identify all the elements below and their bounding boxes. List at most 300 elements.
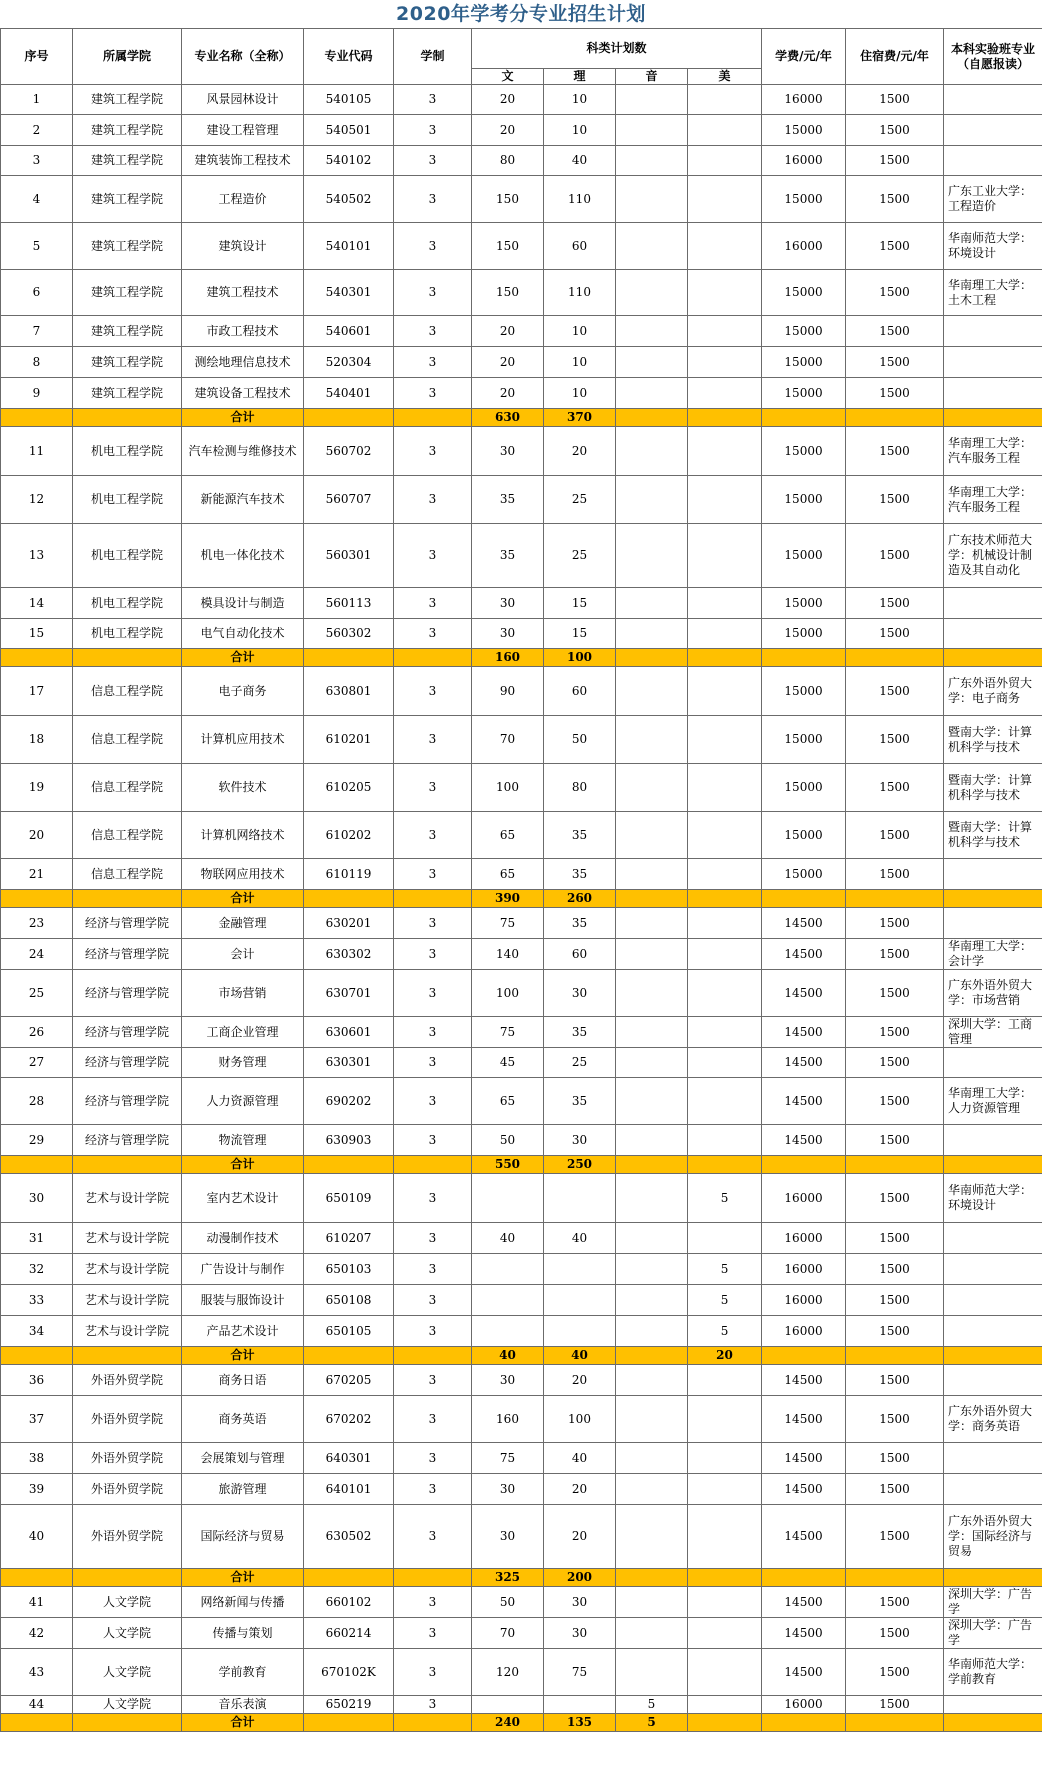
cell-wen: 20	[472, 347, 544, 378]
cell-yin	[616, 270, 688, 316]
cell-dorm: 1500	[846, 1618, 944, 1649]
cell-dorm: 1500	[846, 1316, 944, 1347]
cell-years: 3	[394, 812, 472, 859]
cell-major: 商务英语	[182, 1396, 304, 1443]
cell-yin	[616, 939, 688, 970]
total-label: 合计	[182, 890, 304, 908]
cell-years: 3	[394, 1078, 472, 1125]
cell-li: 35	[544, 1078, 616, 1125]
cell-years: 3	[394, 1587, 472, 1618]
total-empty-cell	[73, 1569, 182, 1587]
total-label: 合计	[182, 1714, 304, 1732]
cell-dorm: 1500	[846, 270, 944, 316]
cell-yin	[616, 970, 688, 1017]
cell-wen	[472, 1254, 544, 1285]
total-yin	[616, 1347, 688, 1365]
cell-mei: 5	[688, 1174, 762, 1223]
cell-college: 建筑工程学院	[73, 176, 182, 223]
cell-code: 640101	[304, 1474, 394, 1505]
cell-college: 建筑工程学院	[73, 378, 182, 409]
cell-seq: 27	[1, 1048, 73, 1078]
cell-code: 650109	[304, 1174, 394, 1223]
cell-seq: 20	[1, 812, 73, 859]
table-row	[1, 1125, 1042, 1156]
cell-college: 经济与管理学院	[73, 1017, 182, 1048]
cell-college: 信息工程学院	[73, 859, 182, 890]
cell-mei	[688, 316, 762, 347]
cell-major: 人力资源管理	[182, 1078, 304, 1125]
cell-tuition: 15000	[762, 716, 846, 764]
cell-mei	[688, 939, 762, 970]
cell-wen: 20	[472, 85, 544, 115]
cell-years: 3	[394, 115, 472, 146]
cell-major: 会展策划与管理	[182, 1443, 304, 1474]
cell-college: 外语外贸学院	[73, 1474, 182, 1505]
cell-years: 3	[394, 1254, 472, 1285]
cell-college: 机电工程学院	[73, 619, 182, 649]
cell-li	[544, 1285, 616, 1316]
cell-seq: 24	[1, 939, 73, 970]
cell-dorm: 1500	[846, 378, 944, 409]
cell-mei	[688, 146, 762, 176]
cell-wen	[472, 1316, 544, 1347]
cell-tuition: 14500	[762, 1505, 846, 1569]
cell-major: 市场营销	[182, 970, 304, 1017]
cell-yin	[616, 667, 688, 716]
cell-dorm: 1500	[846, 1396, 944, 1443]
cell-college: 建筑工程学院	[73, 270, 182, 316]
cell-major: 物流管理	[182, 1125, 304, 1156]
total-yin	[616, 1156, 688, 1174]
cell-yin	[616, 223, 688, 270]
total-empty-cell	[304, 890, 394, 908]
cell-college: 经济与管理学院	[73, 970, 182, 1017]
cell-li: 25	[544, 524, 616, 588]
cell-note	[944, 316, 1042, 347]
cell-yin	[616, 1078, 688, 1125]
table-row	[1, 223, 1042, 270]
cell-mei	[688, 524, 762, 588]
total-empty-cell	[394, 1714, 472, 1732]
cell-major: 金融管理	[182, 908, 304, 939]
cell-dorm: 1500	[846, 859, 944, 890]
cell-li: 50	[544, 716, 616, 764]
cell-li: 35	[544, 859, 616, 890]
cell-code: 540401	[304, 378, 394, 409]
cell-tuition: 15000	[762, 270, 846, 316]
cell-tuition: 15000	[762, 764, 846, 812]
total-empty-cell	[846, 1347, 944, 1365]
cell-dorm: 1500	[846, 316, 944, 347]
cell-major: 国际经济与贸易	[182, 1505, 304, 1569]
total-label: 合计	[182, 649, 304, 667]
cell-seq: 18	[1, 716, 73, 764]
cell-tuition: 15000	[762, 859, 846, 890]
cell-yin	[616, 588, 688, 619]
cell-major: 风景园林设计	[182, 85, 304, 115]
cell-note	[944, 1285, 1042, 1316]
cell-major: 音乐表演	[182, 1696, 304, 1714]
total-empty-cell	[304, 649, 394, 667]
cell-major: 建筑设备工程技术	[182, 378, 304, 409]
cell-note: 广东工业大学：工程造价	[944, 176, 1042, 223]
cell-wen: 140	[472, 939, 544, 970]
total-empty-cell	[944, 1569, 1042, 1587]
cell-mei	[688, 619, 762, 649]
cell-note	[944, 859, 1042, 890]
enrollment-table	[0, 28, 1042, 1732]
cell-dorm: 1500	[846, 1285, 944, 1316]
table-row	[1, 812, 1042, 859]
cell-li: 25	[544, 476, 616, 524]
cell-seq: 23	[1, 908, 73, 939]
cell-seq: 32	[1, 1254, 73, 1285]
total-li: 250	[544, 1156, 616, 1174]
cell-wen: 100	[472, 970, 544, 1017]
cell-li: 20	[544, 1505, 616, 1569]
cell-yin	[616, 1365, 688, 1396]
cell-seq: 4	[1, 176, 73, 223]
cell-yin	[616, 1223, 688, 1254]
cell-mei	[688, 85, 762, 115]
cell-major: 测绘地理信息技术	[182, 347, 304, 378]
cell-major: 电气自动化技术	[182, 619, 304, 649]
total-label: 合计	[182, 1156, 304, 1174]
total-empty-cell	[944, 890, 1042, 908]
cell-major: 网络新闻与传播	[182, 1587, 304, 1618]
total-label: 合计	[182, 1347, 304, 1365]
cell-major: 汽车检测与维修技术	[182, 427, 304, 476]
total-li: 200	[544, 1569, 616, 1587]
cell-years: 3	[394, 1017, 472, 1048]
cell-code: 560702	[304, 427, 394, 476]
cell-li	[544, 1174, 616, 1223]
total-empty-cell	[762, 1569, 846, 1587]
cell-li: 20	[544, 1365, 616, 1396]
cell-note: 广东外语外贸大学：商务英语	[944, 1396, 1042, 1443]
cell-seq: 13	[1, 524, 73, 588]
cell-code: 560113	[304, 588, 394, 619]
cell-yin	[616, 115, 688, 146]
cell-li	[544, 1316, 616, 1347]
cell-dorm: 1500	[846, 1078, 944, 1125]
cell-mei	[688, 1696, 762, 1714]
cell-code: 630302	[304, 939, 394, 970]
cell-seq: 36	[1, 1365, 73, 1396]
cell-wen: 30	[472, 1365, 544, 1396]
cell-dorm: 1500	[846, 146, 944, 176]
cell-note: 华南理工大学：人力资源管理	[944, 1078, 1042, 1125]
cell-yin	[616, 859, 688, 890]
cell-tuition: 16000	[762, 1285, 846, 1316]
cell-code: 540102	[304, 146, 394, 176]
cell-note: 暨南大学：计算机科学与技术	[944, 716, 1042, 764]
total-wen: 40	[472, 1347, 544, 1365]
total-empty-cell	[394, 1569, 472, 1587]
cell-tuition: 14500	[762, 1443, 846, 1474]
cell-note: 暨南大学：计算机科学与技术	[944, 764, 1042, 812]
cell-college: 经济与管理学院	[73, 1078, 182, 1125]
cell-code: 540101	[304, 223, 394, 270]
cell-major: 传播与策划	[182, 1618, 304, 1649]
table-row	[1, 347, 1042, 378]
total-empty-cell	[762, 1156, 846, 1174]
total-empty-cell	[762, 409, 846, 427]
cell-mei	[688, 667, 762, 716]
cell-li: 40	[544, 146, 616, 176]
table-row	[1, 427, 1042, 476]
cell-years: 3	[394, 1316, 472, 1347]
cell-code: 610119	[304, 859, 394, 890]
header-yin: 音	[616, 69, 688, 85]
cell-yin	[616, 316, 688, 347]
cell-li: 40	[544, 1443, 616, 1474]
table-row	[1, 115, 1042, 146]
cell-note	[944, 115, 1042, 146]
total-empty-cell	[394, 649, 472, 667]
cell-li: 30	[544, 970, 616, 1017]
header-seq: 序号	[1, 29, 73, 85]
total-empty-cell	[846, 1569, 944, 1587]
cell-dorm: 1500	[846, 1223, 944, 1254]
cell-dorm: 1500	[846, 619, 944, 649]
cell-yin	[616, 476, 688, 524]
cell-yin	[616, 347, 688, 378]
cell-tuition: 15000	[762, 378, 846, 409]
cell-college: 信息工程学院	[73, 764, 182, 812]
table-row	[1, 378, 1042, 409]
cell-code: 640301	[304, 1443, 394, 1474]
cell-major: 商务日语	[182, 1365, 304, 1396]
cell-note: 深圳大学：广告学	[944, 1587, 1042, 1618]
cell-wen: 45	[472, 1048, 544, 1078]
total-li: 370	[544, 409, 616, 427]
total-row	[1, 1347, 1042, 1365]
total-empty-cell	[394, 1347, 472, 1365]
cell-seq: 28	[1, 1078, 73, 1125]
cell-li: 30	[544, 1587, 616, 1618]
cell-code: 610202	[304, 812, 394, 859]
total-empty-cell	[304, 1347, 394, 1365]
cell-mei	[688, 812, 762, 859]
cell-code: 630701	[304, 970, 394, 1017]
cell-yin	[616, 1649, 688, 1696]
cell-tuition: 16000	[762, 1316, 846, 1347]
cell-major: 建筑工程技术	[182, 270, 304, 316]
cell-code: 560707	[304, 476, 394, 524]
cell-college: 艺术与设计学院	[73, 1285, 182, 1316]
cell-seq: 33	[1, 1285, 73, 1316]
cell-mei	[688, 970, 762, 1017]
cell-seq: 38	[1, 1443, 73, 1474]
table-row	[1, 270, 1042, 316]
cell-mei	[688, 378, 762, 409]
table-row	[1, 667, 1042, 716]
cell-wen: 50	[472, 1125, 544, 1156]
cell-note	[944, 347, 1042, 378]
cell-college: 人文学院	[73, 1587, 182, 1618]
cell-mei: 5	[688, 1316, 762, 1347]
cell-years: 3	[394, 908, 472, 939]
cell-wen	[472, 1696, 544, 1714]
cell-code: 650105	[304, 1316, 394, 1347]
header-code: 专业代码	[304, 29, 394, 85]
cell-code: 630601	[304, 1017, 394, 1048]
cell-mei	[688, 115, 762, 146]
cell-college: 艺术与设计学院	[73, 1174, 182, 1223]
cell-seq: 3	[1, 146, 73, 176]
cell-li: 10	[544, 85, 616, 115]
cell-mei	[688, 1649, 762, 1696]
cell-tuition: 14500	[762, 1078, 846, 1125]
cell-college: 建筑工程学院	[73, 115, 182, 146]
total-row	[1, 1156, 1042, 1174]
cell-college: 经济与管理学院	[73, 1125, 182, 1156]
cell-wen: 80	[472, 146, 544, 176]
cell-dorm: 1500	[846, 1696, 944, 1714]
cell-code: 660214	[304, 1618, 394, 1649]
cell-seq: 12	[1, 476, 73, 524]
cell-code: 540601	[304, 316, 394, 347]
cell-seq: 19	[1, 764, 73, 812]
total-empty-cell	[73, 649, 182, 667]
total-empty-cell	[1, 649, 73, 667]
cell-li: 75	[544, 1649, 616, 1696]
total-mei	[688, 649, 762, 667]
cell-dorm: 1500	[846, 939, 944, 970]
cell-yin	[616, 908, 688, 939]
header-tuition: 学费/元/年	[762, 29, 846, 85]
header-dorm: 住宿费/元/年	[846, 29, 944, 85]
table-row	[1, 859, 1042, 890]
cell-code: 560301	[304, 524, 394, 588]
table-row	[1, 176, 1042, 223]
total-empty-cell	[1, 1156, 73, 1174]
cell-years: 3	[394, 939, 472, 970]
cell-major: 室内艺术设计	[182, 1174, 304, 1223]
cell-mei	[688, 1618, 762, 1649]
cell-note: 华南师范大学：环境设计	[944, 223, 1042, 270]
cell-years: 3	[394, 524, 472, 588]
cell-li: 10	[544, 378, 616, 409]
cell-note	[944, 1474, 1042, 1505]
cell-code: 650108	[304, 1285, 394, 1316]
cell-li: 35	[544, 812, 616, 859]
cell-years: 3	[394, 1125, 472, 1156]
total-wen: 390	[472, 890, 544, 908]
cell-tuition: 15000	[762, 176, 846, 223]
cell-li: 60	[544, 223, 616, 270]
table-row	[1, 1474, 1042, 1505]
total-empty-cell	[1, 409, 73, 427]
cell-seq: 5	[1, 223, 73, 270]
cell-mei	[688, 1125, 762, 1156]
cell-wen: 20	[472, 115, 544, 146]
cell-years: 3	[394, 1443, 472, 1474]
cell-major: 动漫制作技术	[182, 1223, 304, 1254]
cell-tuition: 14500	[762, 1017, 846, 1048]
total-row	[1, 649, 1042, 667]
table-row	[1, 1587, 1042, 1618]
cell-dorm: 1500	[846, 176, 944, 223]
total-mei: 20	[688, 1347, 762, 1365]
cell-tuition: 15000	[762, 524, 846, 588]
total-empty-cell	[1, 1714, 73, 1732]
cell-dorm: 1500	[846, 1254, 944, 1285]
total-label: 合计	[182, 1569, 304, 1587]
cell-years: 3	[394, 176, 472, 223]
table-row	[1, 146, 1042, 176]
cell-note	[944, 85, 1042, 115]
cell-dorm: 1500	[846, 970, 944, 1017]
total-empty-cell	[73, 1714, 182, 1732]
cell-mei	[688, 427, 762, 476]
cell-note	[944, 1254, 1042, 1285]
total-empty-cell	[846, 1714, 944, 1732]
cell-li: 20	[544, 427, 616, 476]
cell-wen: 30	[472, 588, 544, 619]
total-row	[1, 1714, 1042, 1732]
cell-tuition: 14500	[762, 1618, 846, 1649]
cell-wen: 160	[472, 1396, 544, 1443]
cell-code: 690202	[304, 1078, 394, 1125]
cell-college: 信息工程学院	[73, 812, 182, 859]
cell-yin	[616, 427, 688, 476]
cell-tuition: 16000	[762, 146, 846, 176]
cell-mei	[688, 223, 762, 270]
cell-note	[944, 1316, 1042, 1347]
cell-wen: 20	[472, 378, 544, 409]
cell-yin	[616, 1474, 688, 1505]
cell-mei	[688, 588, 762, 619]
cell-college: 机电工程学院	[73, 476, 182, 524]
cell-seq: 21	[1, 859, 73, 890]
cell-college: 外语外贸学院	[73, 1443, 182, 1474]
table-row	[1, 1078, 1042, 1125]
cell-seq: 1	[1, 85, 73, 115]
cell-college: 机电工程学院	[73, 524, 182, 588]
cell-major: 软件技术	[182, 764, 304, 812]
cell-note	[944, 378, 1042, 409]
cell-wen: 120	[472, 1649, 544, 1696]
table-row	[1, 1365, 1042, 1396]
table-row	[1, 1174, 1042, 1223]
table-body	[1, 85, 1042, 1732]
cell-seq: 2	[1, 115, 73, 146]
cell-major: 财务管理	[182, 1048, 304, 1078]
total-wen: 325	[472, 1569, 544, 1587]
cell-code: 670102K	[304, 1649, 394, 1696]
cell-major: 模具设计与制造	[182, 588, 304, 619]
total-row	[1, 890, 1042, 908]
cell-years: 3	[394, 270, 472, 316]
cell-tuition: 14500	[762, 1474, 846, 1505]
cell-code: 540105	[304, 85, 394, 115]
cell-code: 630301	[304, 1048, 394, 1078]
cell-yin	[616, 146, 688, 176]
total-wen: 240	[472, 1714, 544, 1732]
cell-li: 10	[544, 347, 616, 378]
cell-yin	[616, 812, 688, 859]
cell-yin	[616, 85, 688, 115]
cell-seq: 34	[1, 1316, 73, 1347]
total-row	[1, 409, 1042, 427]
cell-wen	[472, 1285, 544, 1316]
cell-college: 机电工程学院	[73, 427, 182, 476]
total-empty-cell	[304, 1569, 394, 1587]
cell-tuition: 16000	[762, 1174, 846, 1223]
cell-major: 计算机网络技术	[182, 812, 304, 859]
